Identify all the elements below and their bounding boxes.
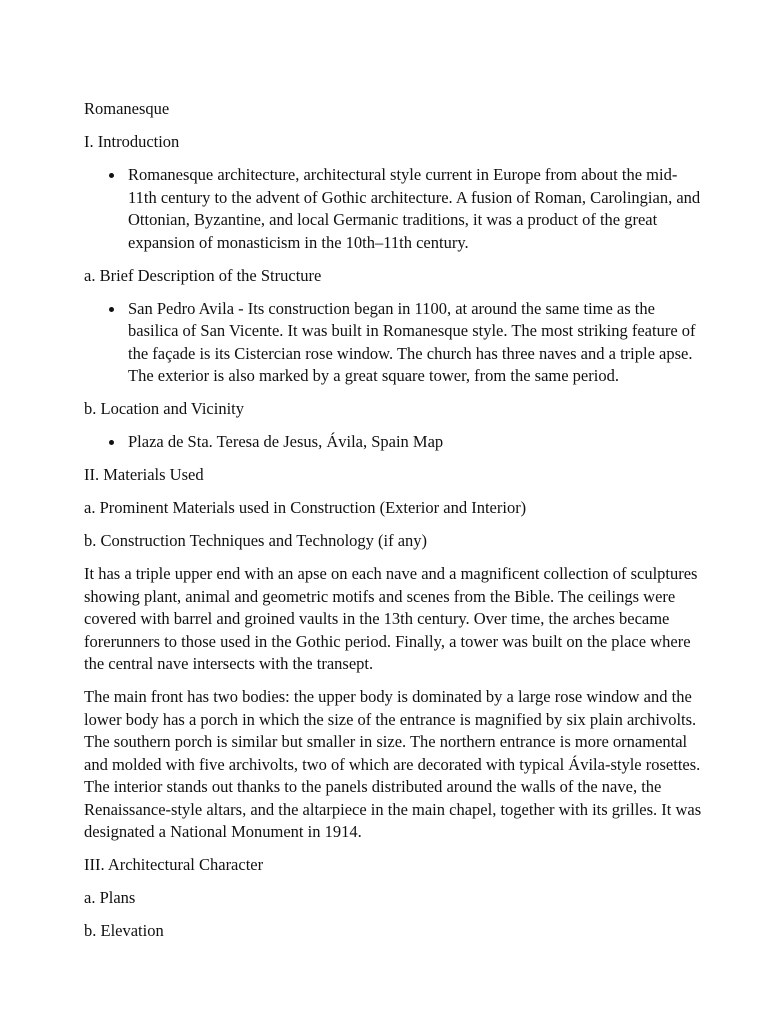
location-bullet-text: Plaza de Sta. Teresa de Jesus, Ávila, Spain Map: [128, 432, 444, 451]
document-title: Romanesque: [84, 99, 170, 118]
intro-bullet-list: [84, 164, 704, 254]
intro-bullet-text: Romanesque architecture, architectural style current in Europe from about the mid-11th century to the advent of Gothic architecture. A fusion of Roman, Carolingian, and Ottonian, Byzantine, and local Germanic traditions, it was a product of the great expansion of monasticism in the 10th–11th century.: [128, 165, 701, 252]
bullet-icon: [109, 440, 114, 445]
subheading-location: b. Location and Vicinity: [84, 399, 245, 418]
brief-bullet-list: [84, 298, 704, 388]
subheading-plans: a. Plans: [84, 888, 136, 907]
subheading-brief-description: a. Brief Description of the Structure: [84, 265, 322, 285]
subheading-construction-techniques: b. Construction Techniques and Technology (if any): [84, 531, 428, 550]
document-page: [84, 98, 704, 953]
section-heading-introduction: I. Introduction: [84, 132, 180, 151]
list-item: [84, 431, 704, 454]
section-heading-architectural-character: III. Architectural Character: [84, 855, 264, 874]
location-bullet-list: [84, 431, 704, 454]
subheading-prominent-materials: a. Prominent Materials used in Construction (Exterior and Interior): [84, 498, 527, 517]
brief-bullet-text: San Pedro Avila - Its construction began in 1100, at around the same time as the basilica of San Vicente. It was built in Romanesque style. The most striking feature of the façade is its Cistercian rose window. The church has three naves and a triple apse. The exterior is also marked by a great square tower, from the same period.: [128, 298, 696, 385]
body-paragraph-1: It has a triple upper end with an apse on each nave and a magnificent collection of sculptures showing plant, animal and geometric motifs and scenes from the Bible. The ceilings were covered with barrel and groined vaults in the 13th century. Over time, the arches became forerunners to those used in the Gothic period. Finally, a tower was built on the place where the central nave intersects with the transept.: [84, 564, 698, 673]
bullet-icon: [109, 173, 114, 178]
section-heading-materials: II. Materials Used: [84, 465, 204, 484]
list-item: [84, 298, 704, 388]
bullet-icon: [109, 307, 114, 312]
body-paragraph-2: The main front has two bodies: the upper body is dominated by a large rose window and the lower body has a porch in which the size of the entrance is magnified by six plain archivolts. The southern porch is similar but smaller in size. The northern entrance is more ornamental and molded with five archivolts, two of which are decorated with typical Ávila-style rosettes. The interior stands out thanks to the panels distributed around the walls of the nave, the Renaissance-style altars, and the altarpiece in the main chapel, together with its grilles. It was designated a National Monument in 1914.: [84, 687, 702, 841]
subheading-elevation: b. Elevation: [84, 921, 164, 940]
list-item: [84, 164, 704, 254]
